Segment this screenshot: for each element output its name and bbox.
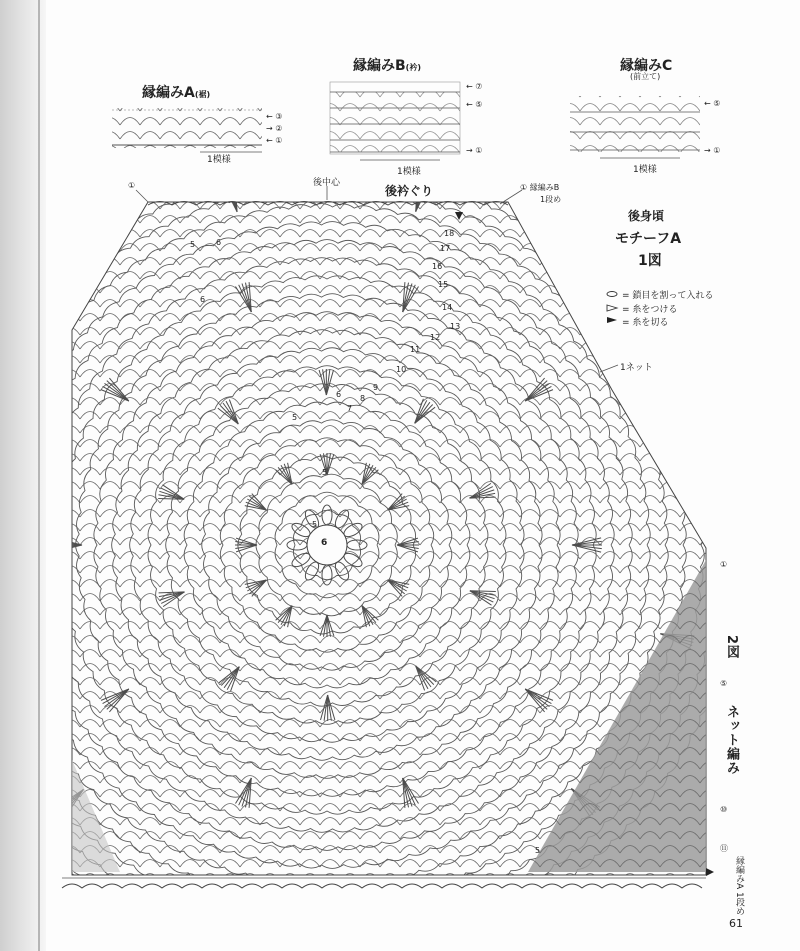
legend-cut-yarn: = 糸を切る (622, 318, 669, 328)
fan-cluster (417, 878, 432, 912)
legend-open-triangle-icon (607, 305, 617, 311)
edging-a-row-note: 縁編みA 1段め (734, 856, 744, 916)
start-row-marker: ① (128, 181, 136, 190)
row-number-9: 9 (373, 383, 379, 392)
edging-b-unit: 1模様 (397, 167, 421, 177)
edging-a-unit: 1模様 (207, 155, 231, 165)
edging-b-row-1: → ① (466, 146, 483, 155)
side-row-11: ⑪ (720, 844, 728, 853)
edging-c-title: 縁編みC (620, 58, 673, 74)
edging-b-note: ① 縁編みB (520, 183, 560, 192)
row-number-12: 12 (430, 333, 441, 342)
row-number-11: 11 (410, 345, 421, 354)
legend-join-yarn: = 糸をつける (622, 305, 678, 315)
fan-cluster (223, 878, 238, 912)
row-number-6: 6 (336, 390, 342, 399)
edging-a-row-3: ← ③ (266, 112, 283, 121)
row-number-18: 18 (444, 229, 455, 238)
edging-b-leader (500, 190, 522, 204)
figure-2-label: 2図 (724, 635, 739, 660)
side-row-5: ⑤ (720, 679, 728, 688)
net-leader (600, 365, 618, 372)
fan-cluster (54, 273, 82, 301)
neckline-label: 後衿ぐり (385, 184, 434, 198)
row-number-7: 7 (347, 404, 353, 413)
petal-number-1: 5 (190, 240, 196, 249)
figure-1-label: 1図 (638, 253, 662, 269)
fan-cluster (660, 440, 694, 455)
fan-cluster (571, 272, 599, 300)
legend-filled-triangle-icon (607, 317, 617, 323)
legend-split-chain: = 鎖目を割って入れる (622, 291, 714, 301)
edging-b-title: 縁編みB(衿) (353, 58, 421, 74)
legend-loop-icon (607, 292, 617, 297)
motif-label: モチーフA (615, 231, 682, 247)
net-stitch-label: ネット編み (724, 705, 739, 775)
row-number-5: 5 (322, 468, 328, 477)
edging-c-row-5: ← ⑤ (704, 99, 721, 108)
edging-b-row-7: ← ⑦ (466, 82, 483, 91)
edging-c-unit: 1模様 (633, 165, 657, 175)
petal-number-6: 5 (535, 846, 541, 855)
edging-a-sample (112, 108, 262, 152)
petal-number-2: 6 (216, 238, 222, 247)
edging-c-suffix: (前立て) (630, 72, 661, 81)
page-number: 61 (729, 917, 743, 930)
edging-a-row-1: ← ① (266, 136, 283, 145)
net-label: 1ネット (620, 363, 653, 373)
piece-label: 後身頃 (628, 209, 665, 223)
edging-a-row-2: → ② (266, 124, 283, 133)
side-row-1: ① (720, 560, 728, 569)
start-leader (136, 190, 148, 202)
row-number-13: 13 (450, 322, 461, 331)
row-number-8: 8 (360, 394, 366, 403)
row-number-15: 15 (438, 280, 449, 289)
back-center-label: 後中心 (313, 178, 341, 188)
edging-c-sample (570, 96, 700, 158)
hem-edging-a (62, 884, 702, 888)
row-number-16: 16 (432, 262, 443, 271)
cut-yarn-marker-bottom (706, 868, 714, 876)
side-row-10: ⑩ (720, 805, 728, 814)
petal-number-3: 5 (292, 413, 298, 422)
edging-b-row-5: ← ⑤ (466, 100, 483, 109)
row-number-17: 17 (440, 244, 451, 253)
center-row-number: 6 (321, 538, 328, 548)
edging-b-row-note: 1段め (540, 195, 562, 204)
edging-c-row-1: → ① (704, 146, 721, 155)
row-number-10: 10 (396, 365, 407, 374)
edging-b-sample (330, 82, 460, 160)
petal-number-5: 5 (312, 520, 318, 529)
edging-a-title: 縁編みA(裾) (142, 85, 211, 101)
row-number-14: 14 (442, 303, 453, 312)
petal-number-4: 6 (200, 295, 206, 304)
